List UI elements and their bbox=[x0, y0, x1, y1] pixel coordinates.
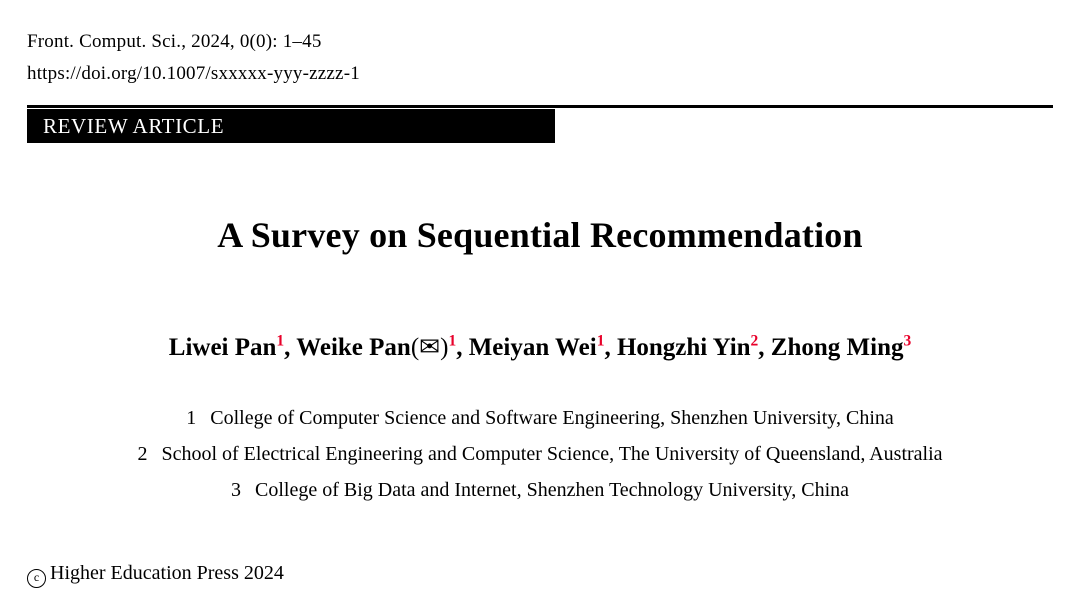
header-rule bbox=[27, 105, 1053, 108]
journal-citation-line: Front. Comput. Sci., 2024, 0(0): 1–45 bbox=[27, 31, 322, 52]
article-type-badge bbox=[27, 109, 555, 143]
corresponding-author-icon: (✉) bbox=[410, 334, 449, 361]
affiliation-list bbox=[0, 400, 1080, 508]
affiliation-text: School of Electrical Engineering and Computer Science, The University of Queensland, Australia bbox=[161, 443, 943, 465]
author-name: Hongzhi Yin$^2$ bbox=[616, 332, 759, 361]
author-affiliation-marker: 1 bbox=[596, 332, 605, 350]
journal-header bbox=[27, 26, 360, 90]
affiliation-number: 3 bbox=[230, 479, 241, 501]
author-affiliation-marker: 1 bbox=[276, 332, 285, 350]
author-affiliation-marker: 3 bbox=[903, 332, 912, 350]
copyright-notice bbox=[27, 562, 284, 588]
author-separator: , bbox=[284, 334, 297, 361]
copyright-text: Higher Education Press 2024 bbox=[50, 562, 284, 584]
author-name: Weike Pan(✉)$^1$ bbox=[296, 332, 457, 361]
author-affiliation-marker: 1 bbox=[448, 332, 457, 350]
affiliation-number: 1 bbox=[186, 407, 197, 429]
page-title: A Survey on Sequential Recommendation bbox=[217, 215, 863, 255]
affiliation-row bbox=[0, 400, 1080, 436]
author-separator: , bbox=[604, 334, 617, 361]
author-name: Meiyan Wei$^1$ bbox=[468, 332, 605, 361]
affiliation-text: College of Computer Science and Software Engineering, Shenzhen University, China bbox=[210, 407, 894, 429]
doi-line[interactable]: https://doi.org/10.1007/sxxxxx-yyy-zzzz-1 bbox=[27, 63, 360, 84]
author-affiliation-marker: 2 bbox=[750, 332, 759, 350]
author-list bbox=[0, 332, 1080, 362]
article-type-label: REVIEW ARTICLE bbox=[43, 113, 225, 138]
author-name: Liwei Pan$^1$ bbox=[168, 332, 285, 361]
affiliation-text: College of Big Data and Internet, Shenzhen Technology University, China bbox=[254, 479, 849, 501]
author-name: Zhong Ming$^3$ bbox=[770, 332, 912, 361]
affiliation-number: 2 bbox=[137, 443, 148, 465]
author-separator: , bbox=[758, 334, 771, 361]
author-separator: , bbox=[456, 334, 469, 361]
affiliation-row bbox=[0, 436, 1080, 472]
copyright-icon: c bbox=[27, 569, 46, 588]
affiliation-row bbox=[0, 472, 1080, 508]
